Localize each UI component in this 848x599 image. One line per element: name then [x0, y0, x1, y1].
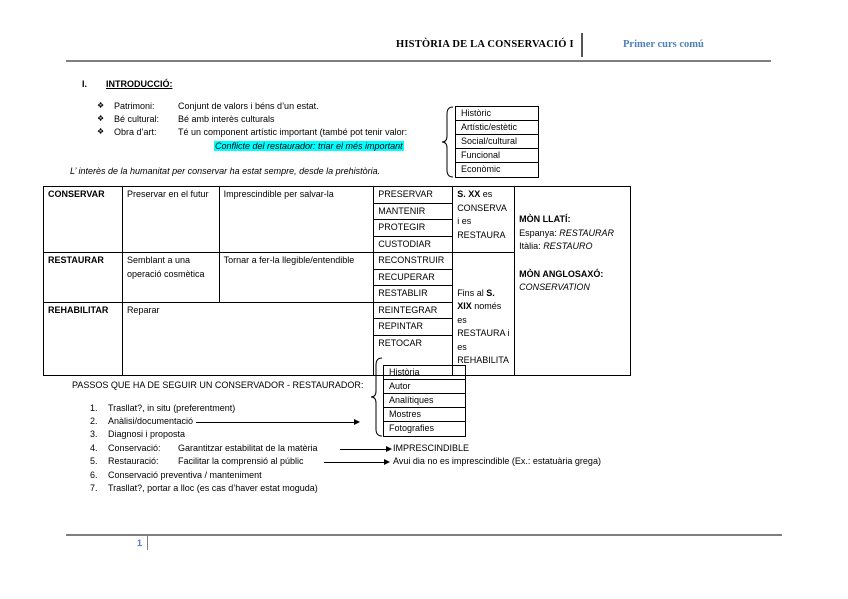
- table-cell-action: RESTAURAR: [44, 253, 123, 303]
- bullet-diamond-icon: ❖: [97, 127, 105, 136]
- values-item: Artístic/estètic: [456, 121, 538, 135]
- analysis-item: Fotografies: [389, 423, 435, 433]
- step-number: 4.: [90, 443, 98, 453]
- arrow-line: [340, 449, 386, 450]
- latin-spain-value: RESTAURAR: [559, 227, 615, 238]
- table-cell-detail: Tornar a fer-la llegible/entendible: [219, 253, 374, 303]
- section-number: I.: [82, 79, 88, 89]
- document-subtitle: Primer curs comú: [623, 39, 704, 50]
- definition-term: Patrimoni:: [114, 101, 155, 111]
- values-item: Funcional: [456, 149, 538, 163]
- step-number: 2.: [90, 416, 98, 426]
- definition-term: Obra d’art:: [114, 127, 157, 137]
- note-xx-text: es CONSERVA i es RESTAURA: [457, 189, 507, 240]
- step-number: 5.: [90, 456, 98, 466]
- step-detail: Facilitar la comprensió al públic: [178, 456, 304, 466]
- values-box: [455, 106, 539, 178]
- table-cell-note-xx: [453, 187, 515, 253]
- footer-separator: [147, 534, 148, 550]
- table-cell-meaning: Preservar en el futur: [122, 187, 219, 253]
- conflict-highlight: Conflicte del restaurador: triar el més important: [215, 141, 403, 151]
- note-xix-pre: Fins al: [457, 287, 487, 298]
- analysis-item: Analítiques: [384, 394, 465, 408]
- table-cell-meaning: Semblant a una operació cosmètica: [122, 253, 219, 303]
- definition-text: Bé amb interès culturals: [178, 114, 275, 124]
- definition-text: Conjunt de valors i béns d’un estat.: [178, 101, 319, 111]
- footer-rule: [66, 534, 782, 536]
- definition-text: Té un component artístic important (també pot tenir valor:: [178, 127, 408, 137]
- step-detail: Garantitzar estabilitat de la matèria: [178, 443, 318, 453]
- table-cell-verb: RESTABLIR: [374, 286, 453, 303]
- step-text: Conservació:: [108, 443, 161, 453]
- step5-result: Avui dia no es imprescindible (Ex.: estatuària grega): [393, 456, 601, 466]
- table-cell-verb: PRESERVAR: [374, 187, 453, 204]
- bullet-diamond-icon: ❖: [97, 101, 105, 110]
- header-rule: [66, 60, 771, 62]
- latin-spain: [519, 227, 626, 241]
- curly-brace-icon: [440, 106, 456, 178]
- note-xx-century: S. XX: [457, 189, 481, 199]
- arrow-line: [324, 462, 384, 463]
- table-cell-verb: RETOCAR: [374, 335, 453, 375]
- step-number: 1.: [90, 403, 98, 413]
- table-cell-detail: Imprescindible per salvar-la: [219, 187, 374, 253]
- header-separator: [581, 33, 583, 57]
- analysis-item: Història: [384, 366, 465, 380]
- anglo-world-title: MÒN ANGLOSAXÓ:: [519, 268, 604, 279]
- table-cell-meaning: Reparar: [122, 302, 373, 375]
- table-cell-verb: REINTEGRAR: [374, 302, 453, 319]
- table-cell-verb: RECONSTRUIR: [374, 253, 453, 270]
- step-text: Trasllat?, in situ (preferentment): [108, 403, 236, 413]
- values-item: Històric: [456, 107, 538, 121]
- values-item: Econòmic: [461, 164, 501, 174]
- steps-title: PASSOS QUE HA DE SEGUIR UN CONSERVADOR - RESTAURADOR:: [72, 380, 364, 390]
- table-cell-verb: PROTEGIR: [374, 220, 453, 237]
- latin-italy-label: Itàlia:: [519, 241, 544, 251]
- page-number: 1: [137, 538, 143, 548]
- step-text: Restauració:: [108, 456, 159, 466]
- step-text: Conservació preventiva / manteniment: [108, 470, 262, 480]
- document-title: HISTÒRIA DE LA CONSERVACIÓ I: [396, 39, 574, 50]
- table-cell-action: REHABILITAR: [44, 302, 123, 375]
- table-cell-verb: REPINTAR: [374, 319, 453, 336]
- step-text: Trasllat?, portar a lloc (es cas d’haver estat moguda): [108, 483, 318, 493]
- table-cell-verb: CUSTODIAR: [374, 236, 453, 253]
- table-cell-verb: RECUPERAR: [374, 269, 453, 286]
- table-row: [44, 187, 631, 204]
- table-cell-verb: MANTENIR: [374, 203, 453, 220]
- step-text: Anàlisi/documentació: [108, 416, 194, 426]
- definition-term: Bé cultural:: [114, 114, 160, 124]
- bullet-diamond-icon: ❖: [97, 114, 105, 123]
- terminology-table: [43, 186, 631, 376]
- anglo-world-value: CONSERVATION: [519, 282, 590, 292]
- arrow-right-icon: [384, 459, 390, 465]
- arrow-right-icon: [386, 446, 392, 452]
- latin-italy: [519, 240, 626, 254]
- note-xix-century: S. XIX: [457, 287, 495, 311]
- interest-note: L’ interès de la humanitat per conservar ha estat sempre, desde la prehistòria.: [70, 166, 381, 176]
- analysis-item: Autor: [384, 380, 465, 394]
- step-text: Diagnosi i proposta: [108, 429, 186, 439]
- table-cell-languages: [515, 187, 631, 376]
- analysis-box: [383, 365, 466, 437]
- step4-result: IMPRESCINDIBLE: [393, 443, 470, 453]
- step-number: 3.: [90, 429, 98, 439]
- arrow-right-icon: [354, 419, 360, 425]
- latin-italy-value: RESTAURO: [543, 241, 593, 251]
- table-cell-action: CONSERVAR: [44, 187, 123, 253]
- latin-world-title: MÒN LLATÍ:: [519, 214, 571, 224]
- step-number: 7.: [90, 483, 98, 493]
- table-cell-blank: [453, 253, 515, 286]
- values-item: Social/cultural: [456, 135, 538, 149]
- note-xix-text: només es RESTAURA i es REHABILITA: [457, 301, 510, 365]
- arrow-line: [196, 422, 354, 423]
- step-number: 6.: [90, 470, 98, 480]
- section-title: INTRODUCCIÓ:: [106, 79, 173, 89]
- table-cell-note-xix: [453, 286, 515, 376]
- latin-spain-label: Espanya:: [519, 227, 560, 238]
- analysis-item: Mostres: [384, 408, 465, 422]
